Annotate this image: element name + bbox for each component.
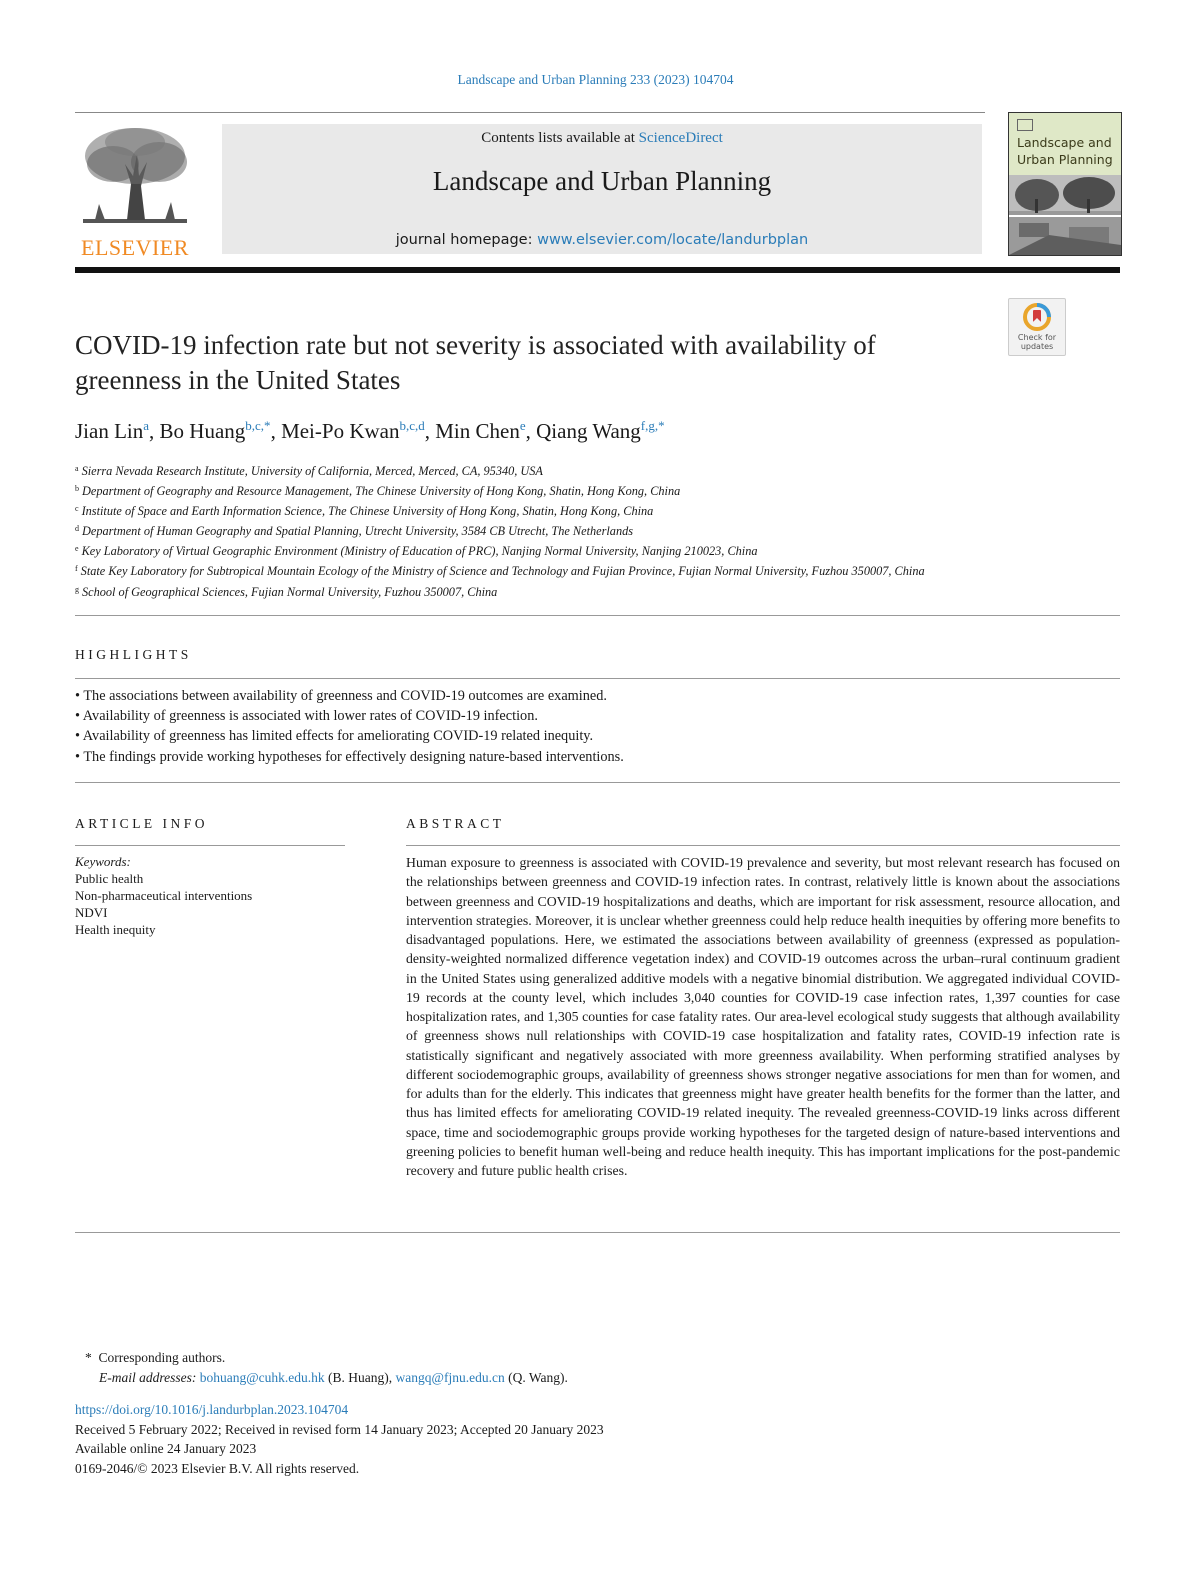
affiliation-mark: e [75,544,79,554]
author-affiliation-marks[interactable]: f,g,* [640,418,665,433]
highlight-item [75,726,1120,746]
email-owner-wang: (Q. Wang). [504,1370,568,1385]
affiliation-item [75,480,1075,500]
keywords-label: Keywords: [75,854,131,869]
affiliation-item [75,540,1075,560]
corresponding-label: Corresponding authors. [98,1350,226,1365]
highlights-list [75,686,1120,767]
contents-prefix: Contents lists available at [481,130,639,146]
email-link-wang[interactable]: wangq@fjnu.edu.cn [395,1370,505,1385]
author-separator: , [525,419,537,443]
highlight-item [75,706,1120,726]
affiliation-item [75,520,1075,540]
affiliation-text: Department of Geography and Resource Management, The Chinese University of Hong Kong, Shatin, Hong Kong, China [82,484,681,499]
highlight-text: Availability of greenness has limited effects for ameliorating COVID-19 related inequity. [82,728,594,745]
affiliation-item [75,500,1075,520]
highlight-item [75,747,1120,767]
affiliation-text: School of Geographical Sciences, Fujian Normal University, Fuzhou 350007, China [82,584,498,599]
author-name[interactable]: Jian Lin [75,419,144,443]
masthead-thick-rule [75,267,1120,273]
bullet-icon: • [75,728,83,745]
keyword-list [75,870,375,938]
author-affiliation-marks[interactable]: e [519,418,526,433]
crossmark-label: Check for updates [1017,333,1057,351]
bullet-icon: • [75,688,84,704]
running-head[interactable]: Landscape and Urban Planning 233 (2023) 104704 [457,72,734,87]
abstract-heading: ABSTRACT [406,816,505,831]
keyword-item: Non-pharmaceutical interventions [75,888,253,904]
check-for-updates-badge[interactable] [1008,298,1066,356]
abstract-rule [406,845,1120,846]
corresponding-mark: * [85,1350,92,1365]
journal-masthead [222,124,982,254]
received-dates: Received 5 February 2022; Received in revised form 14 January 2023; Accepted 20 January 2023 [75,1421,604,1437]
author-list [75,418,1025,444]
keywords-block [75,853,375,938]
author-name[interactable]: Min Chen [435,419,520,443]
author-affiliation-marks[interactable]: a [143,418,150,433]
affiliation-mark: c [75,504,79,514]
affiliation-text: Key Laboratory of Virtual Geographic Environment (Ministry of Education of PRC), Nanjing Normal University, Nanjing 210023, China [81,544,758,559]
affiliation-mark: f [75,564,78,574]
affiliation-mark: b [75,484,79,494]
email-label: E-mail addresses: [99,1370,197,1385]
author-separator: , [149,419,160,443]
cover-badge-icon [1017,119,1033,131]
affiliations-rule [75,615,1120,616]
affiliation-mark: g [75,584,79,594]
keyword-item: NDVI [75,905,108,921]
publication-info [75,1400,975,1478]
available-online: Available online 24 January 2023 [75,1441,257,1456]
highlight-text: Availability of greenness is associated with lower rates of COVID-19 infection. [82,708,538,725]
affiliation-text: State Key Laboratory for Subtropical Mountain Ecology of the Ministry of Science and Technology and Fujian Province, Fujian Normal University, Fuzhou 350007, China [80,564,925,579]
email-link-huang[interactable]: bohuang@cuhk.edu.hk [199,1370,325,1385]
author-name[interactable]: Bo Huang [159,419,246,443]
email-owner-huang: (B. Huang), [324,1370,396,1385]
header-rule [75,112,985,113]
highlight-text: The findings provide working hypotheses for effectively designing nature-based interventions. [83,748,624,765]
corresponding-footnote [85,1348,985,1388]
highlights-rule [75,678,1120,679]
affiliation-mark: d [75,524,79,534]
crossmark-icon [1023,303,1051,331]
bullet-icon: • [75,708,83,725]
abstract-text: Human exposure to greenness is associated with COVID-19 prevalence and severity, but most relevant research has focused on the relationships between greenness and COVID-19 infection rates. In contrast, relatively little is known about the associations between greenness and COVID-19 hospitalizations and deaths, which are important for risk assessment, resource allocation, and intervention strategies. Moreover, it is unclear whether greenness could help reduce health inequities by offering more benefits to disadvantaged populations. Here, we estimated the associations between availability of greenness (expressed as population-density-weighted normalized difference vegetation index) and COVID-19 outcomes across the urban–rural continuum gradient in the United States using generalized additive models with a negative binomial distribution. We aggregated individual COVID-19 records at the county level, which includes 3,040 counties for COVID-19 case infection rates, 1,397 counties for case hospitalization rates, and 1,305 counties for case fatality rates. Our area-level ecological study suggests that although availability of greenness shows null relationships with COVID-19 case hospitalization and fatality rates, COVID-19 infection rate is statistically significant and negatively associated with more greenness availability. When performing stratified analyses by different sociodemographic groups, availability of greenness shows stronger negative associations for men than for women, and for adults than for the elderly. This indicates that greenness might have greater health benefits for the former than the latter, and thus has limited effects for ameliorating COVID-19 related inequity. The revealed greenness-COVID-19 links across different space, time and sociodemographic groups provide working hypotheses for the targeted design of nature-based interventions and greening policies to benefit human well-being and reduce health inequity. This has important implications for the post-pandemic recovery and future public health crises. [406,855,1120,1178]
highlight-text: The associations between availability of greenness and COVID-19 outcomes are examined. [83,688,607,704]
homepage-link[interactable]: www.elsevier.com/locate/landurbplan [537,232,809,248]
cover-title: Landscape and Urban Planning [1017,135,1113,167]
author-separator: , [424,419,436,443]
affiliation-text: Department of Human Geography and Spatial Planning, Utrecht University, 3584 CB Utrecht, The Netherlands [82,524,634,539]
doi-link[interactable]: https://doi.org/10.1016/j.landurbplan.2023.104704 [75,1402,349,1417]
author-separator: , [270,419,282,443]
homepage-prefix: journal homepage: [395,232,538,248]
affiliation-text: Sierra Nevada Research Institute, University of California, Merced, Merced, CA, 95340, USA [81,464,543,478]
keyword-item: Health inequity [75,922,156,938]
affiliation-item [75,460,1075,480]
journal-cover[interactable] [1008,112,1122,256]
bullet-icon: • [75,748,84,765]
highlights-end-rule [75,782,1120,783]
author-affiliation-marks[interactable]: b,c,d [399,418,425,433]
author-name[interactable]: Mei-Po Kwan [281,419,400,443]
contents-line [222,130,982,147]
affiliation-item [75,581,1075,601]
journal-title: Landscape and Urban Planning [432,166,772,196]
keyword-item: Public health [75,871,144,887]
affiliation-list [75,460,1075,601]
abstract-end-rule [75,1232,1120,1233]
article-info-heading: ARTICLE INFO [75,816,209,831]
highlight-item [75,686,1120,706]
author-name[interactable]: Qiang Wang [536,419,641,443]
affiliation-mark: a [75,464,79,473]
author-affiliation-marks[interactable]: b,c,* [245,418,271,433]
affiliation-text: Institute of Space and Earth Information Science, The Chinese University of Hong Kong, Shatin, Hong Kong, China [81,504,654,519]
article-info-rule [75,845,345,846]
affiliation-item [75,560,1075,580]
article-title: COVID-19 infection rate but not severity is associated with availability of greenness in the United States [75,330,876,395]
copyright: 0169-2046/© 2023 Elsevier B.V. All rights reserved. [75,1460,360,1476]
elsevier-wordmark: ELSEVIER [81,235,189,260]
homepage-line [222,232,982,248]
highlights-heading: HIGHLIGHTS [75,647,192,662]
sciencedirect-link[interactable]: ScienceDirect [638,130,723,146]
cover-photo [1009,175,1121,255]
